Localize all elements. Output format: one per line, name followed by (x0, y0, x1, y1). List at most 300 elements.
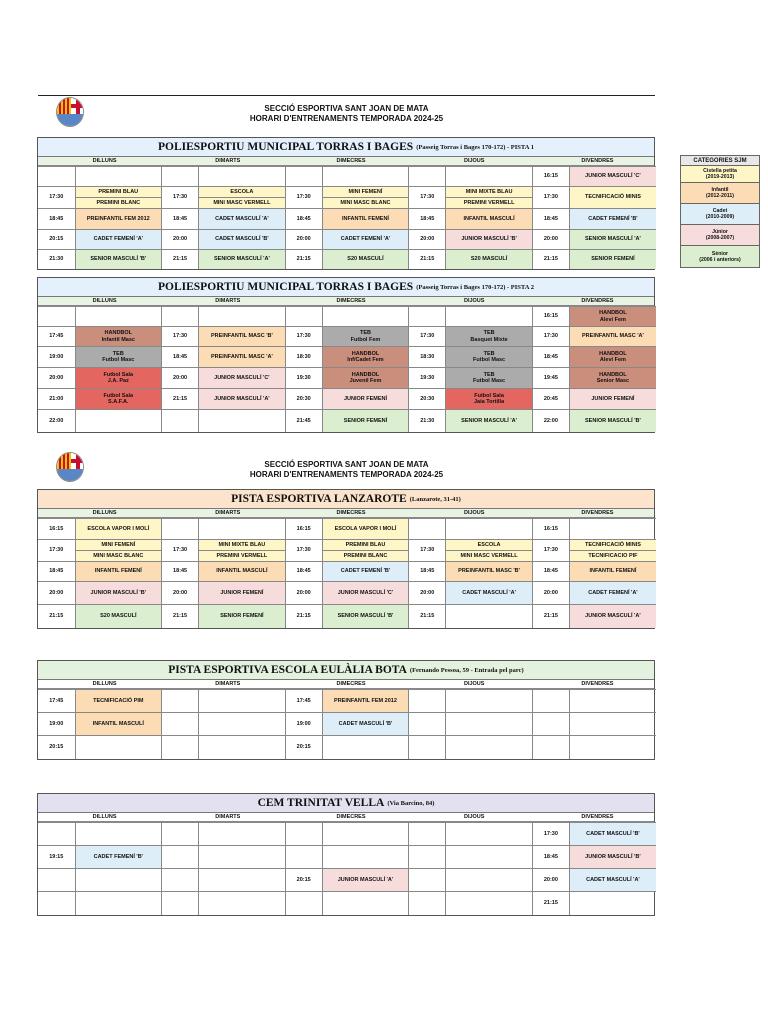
legend-years: (2006 i anteriors) (699, 256, 741, 263)
time-cell: 19:30 (285, 368, 322, 389)
time-cell: 16:15 (532, 307, 569, 327)
team-cell: S20 MASCULÍ (322, 250, 409, 269)
team-cell (199, 823, 286, 846)
time-cell (285, 823, 322, 846)
day-header-row (38, 297, 654, 306)
legend-item (681, 183, 759, 204)
time-cell: 20:45 (532, 389, 569, 410)
legend-item (681, 246, 759, 267)
time-cell: 21:15 (532, 250, 569, 269)
team-cell: JUNIOR MASCULÍ 'B' (75, 582, 162, 605)
time-cell (38, 167, 75, 187)
team-cell (322, 307, 409, 327)
table-row (38, 167, 656, 187)
team-cell (199, 736, 286, 759)
team-cell: JUNIOR MASCULÍ 'A' (569, 605, 656, 628)
day-header: DIMECRES (336, 814, 366, 820)
time-cell: 21:45 (285, 410, 322, 432)
team-cell: TEB Basquet Mixte (446, 327, 533, 347)
time-cell: 18:45 (162, 562, 199, 582)
org-header-2 (38, 460, 655, 480)
time-cell: 17:30 (162, 187, 199, 209)
day-header: DILLUNS (92, 158, 117, 164)
venue-address: (Via Barcino, 84) (387, 799, 435, 807)
venue-title (38, 278, 654, 297)
legend-category: Cadet (712, 208, 728, 214)
time-cell: 19:00 (285, 713, 322, 736)
day-header: DIMECRES (336, 298, 366, 304)
team-cell: Futbol Sala S.A.F.A. (75, 389, 162, 410)
time-cell: 20:00 (409, 230, 446, 250)
team-cell: JUNIOR MASCULÍ 'B' (446, 230, 533, 250)
time-cell: 17:30 (285, 540, 322, 562)
table-row (38, 846, 656, 869)
time-cell: 17:30 (285, 327, 322, 347)
schedule-table (38, 306, 656, 432)
table-row (38, 250, 656, 269)
team-cell: SENIOR FEMENÍ (199, 605, 286, 628)
team-cell: HANDBOL Senior Masc (569, 368, 656, 389)
time-cell: 17:30 (38, 540, 75, 562)
day-header: DIVENDRES (581, 814, 614, 820)
team-cell: S20 MASCULÍ (446, 250, 533, 269)
day-header: DIMARTS (215, 158, 241, 164)
time-cell (409, 736, 446, 759)
team-cell: SENIOR MASCULÍ 'B' (569, 410, 656, 432)
time-cell (38, 869, 75, 892)
time-cell: 18:45 (409, 209, 446, 230)
time-cell: 17:30 (532, 823, 569, 846)
team-cell (75, 823, 162, 846)
legend-category: Infantil (711, 187, 729, 193)
team-cell (569, 892, 656, 915)
team-cell: CADET FEMENÍ 'A' (75, 230, 162, 250)
day-header: DILLUNS (92, 814, 117, 820)
time-cell (162, 736, 199, 759)
time-cell (409, 307, 446, 327)
venue-title (38, 661, 654, 680)
time-cell: 18:45 (532, 562, 569, 582)
schedule-section (37, 137, 655, 270)
team-cell (446, 736, 533, 759)
legend-years: (2008-2007) (705, 235, 735, 241)
team-cell: JUNIOR MASCULÍ 'C' (199, 368, 286, 389)
time-cell: 18:45 (38, 562, 75, 582)
org-header-1 (38, 104, 655, 124)
day-header-row (38, 813, 654, 822)
schedule-section (37, 277, 655, 433)
time-cell (162, 823, 199, 846)
venue-name: POLIESPORTIU MUNICIPAL TORRAS I BAGES (157, 281, 414, 293)
table-row (38, 519, 656, 540)
table-row (38, 605, 656, 628)
time-cell: 21:15 (38, 605, 75, 628)
team-cell (322, 736, 409, 759)
schedule-section (37, 660, 655, 760)
team-cell: Futbol Sala J.A. Paz (75, 368, 162, 389)
day-header: DIJOUS (463, 681, 485, 687)
team-cell (75, 892, 162, 915)
team-cell: SENIOR MASCULÍ 'B' (322, 605, 409, 628)
table-row (38, 187, 656, 198)
time-cell: 18:45 (38, 209, 75, 230)
team-cell (446, 519, 533, 540)
team-cell: INFANTIL FEMENÍ (569, 562, 656, 582)
time-cell: 20:30 (285, 389, 322, 410)
time-cell: 21:30 (409, 410, 446, 432)
venue-name: CEM TRINITAT VELLA (257, 797, 385, 809)
time-cell (285, 167, 322, 187)
team-cell (199, 713, 286, 736)
time-cell: 20:00 (162, 230, 199, 250)
legend-category: Sènior (711, 250, 729, 257)
team-cell (446, 846, 533, 869)
venue-name: POLIESPORTIU MUNICIPAL TORRAS I BAGES (157, 141, 414, 153)
team-cell: MINI MASC BLANC (75, 551, 162, 562)
schedule-table (38, 518, 656, 628)
team-cell: CADET FEMENÍ 'A' (569, 582, 656, 605)
team-cell (322, 823, 409, 846)
time-cell: 18:45 (532, 846, 569, 869)
time-cell (409, 690, 446, 713)
day-header: DIVENDRES (581, 158, 614, 164)
team-cell: PREINFANTIL MASC 'B' (199, 327, 286, 347)
day-header: DIMECRES (336, 681, 366, 687)
time-cell (162, 690, 199, 713)
team-cell: TECNIFICACIÓ MINIS (569, 187, 656, 209)
team-cell: HANDBOL Inf/Cadet Fem (322, 347, 409, 368)
team-cell (322, 892, 409, 915)
team-cell (199, 690, 286, 713)
team-cell: ESCOLA VAPOR I MOLÍ (75, 519, 162, 540)
time-cell (409, 846, 446, 869)
legend-years: (2012-2011) (706, 193, 734, 199)
time-cell (409, 869, 446, 892)
time-cell: 18:30 (285, 347, 322, 368)
table-row (38, 230, 656, 250)
schedule-table (38, 689, 656, 759)
day-header-row (38, 157, 654, 166)
team-cell: CADET MASCULÍ 'A' (446, 582, 533, 605)
team-cell (75, 410, 162, 432)
time-cell: 19:00 (38, 347, 75, 368)
time-cell: 21:15 (285, 605, 322, 628)
day-header: DIMECRES (336, 510, 366, 516)
team-cell: CADET MASCULÍ 'B' (569, 823, 656, 846)
time-cell: 16:15 (532, 519, 569, 540)
team-cell: PREMINI BLAU (322, 540, 409, 551)
day-header: DILLUNS (92, 298, 117, 304)
table-row (38, 892, 656, 915)
time-cell: 20:00 (285, 582, 322, 605)
team-cell: Futbol Sala Jaia Tortilla (446, 389, 533, 410)
time-cell: 21:30 (38, 250, 75, 269)
team-cell: MINI MIXTE BLAU (199, 540, 286, 551)
time-cell: 18:45 (532, 347, 569, 368)
time-cell: 17:30 (409, 540, 446, 562)
team-cell (446, 892, 533, 915)
time-cell: 21:15 (162, 605, 199, 628)
day-header: DIMECRES (336, 158, 366, 164)
team-cell: ESCOLA (199, 187, 286, 198)
table-row (38, 562, 656, 582)
time-cell (285, 892, 322, 915)
day-header: DIMARTS (215, 681, 241, 687)
time-cell: 20:00 (38, 582, 75, 605)
legend-category: Júnior (712, 229, 728, 235)
time-cell: 16:15 (532, 167, 569, 187)
team-cell: CADET MASCULÍ 'B' (199, 230, 286, 250)
time-cell: 17:30 (162, 540, 199, 562)
team-cell: CADET FEMENÍ 'B' (322, 562, 409, 582)
team-cell: TECNIFICACIO PIF (569, 551, 656, 562)
time-cell (162, 713, 199, 736)
team-cell: JUNIOR FEMENÍ (199, 582, 286, 605)
time-cell (532, 736, 569, 759)
team-cell (75, 736, 162, 759)
schedule-section (37, 489, 655, 629)
team-cell: SENIOR FEMENÍ (569, 250, 656, 269)
time-cell: 19:30 (409, 368, 446, 389)
team-cell: PREMINI VERMELL (199, 551, 286, 562)
time-cell (409, 167, 446, 187)
time-cell: 21:00 (38, 389, 75, 410)
team-cell: JUNIOR MASCULÍ 'A' (199, 389, 286, 410)
team-cell: HANDBOL Juvenil Fem (322, 368, 409, 389)
team-cell (199, 869, 286, 892)
team-cell: JUNIOR MASCULÍ 'C' (322, 582, 409, 605)
team-cell: PREINFANTIL MASC 'B' (446, 562, 533, 582)
team-cell: INFANTIL MASCULÍ (199, 562, 286, 582)
time-cell: 16:15 (285, 519, 322, 540)
team-cell (199, 167, 286, 187)
team-cell: TEB Futbol Fem (322, 327, 409, 347)
time-cell (162, 846, 199, 869)
time-cell: 21:15 (409, 605, 446, 628)
team-cell: TEB Futbol Masc (446, 347, 533, 368)
venue-address: (Passeig Torras i Bages 170-172) - PISTA 1 (416, 143, 534, 151)
team-cell: PREINFANTIL FEM 2012 (75, 209, 162, 230)
day-header: DIJOUS (463, 814, 485, 820)
legend-category: Cistella petita (703, 168, 737, 174)
day-header-row (38, 509, 654, 518)
day-header: DIJOUS (463, 298, 485, 304)
day-header: DIMARTS (215, 510, 241, 516)
team-cell: SENIOR MASCULÍ 'A' (569, 230, 656, 250)
team-cell (446, 823, 533, 846)
time-cell: 17:30 (532, 327, 569, 347)
team-cell (446, 869, 533, 892)
team-cell: CADET MASCULÍ 'A' (199, 209, 286, 230)
time-cell (285, 307, 322, 327)
time-cell: 17:45 (285, 690, 322, 713)
time-cell: 20:00 (532, 230, 569, 250)
team-cell: PREINFANTIL MASC 'A' (199, 347, 286, 368)
team-cell: CADET FEMENÍ 'B' (75, 846, 162, 869)
team-cell: PREMINI BLAU (75, 187, 162, 198)
day-header: DIVENDRES (581, 298, 614, 304)
time-cell: 20:15 (38, 230, 75, 250)
time-cell: 20:15 (38, 736, 75, 759)
time-cell (162, 410, 199, 432)
time-cell (162, 307, 199, 327)
venue-title (38, 794, 654, 813)
time-cell: 18:45 (532, 209, 569, 230)
schedule-table (38, 166, 656, 269)
legend-title: CATEGORIES SJM (681, 156, 759, 166)
time-cell: 20:00 (532, 582, 569, 605)
time-cell: 18:45 (162, 209, 199, 230)
time-cell: 21:15 (532, 892, 569, 915)
team-cell (569, 736, 656, 759)
table-row (38, 307, 656, 327)
team-cell (322, 167, 409, 187)
venue-address: (Fernando Pessoa, 59 - Entrada pel parc) (409, 666, 524, 674)
team-cell: INFANTIL MASCULÍ (75, 713, 162, 736)
season-title: HORARI D'ENTRENAMENTS TEMPORADA 2024-25 (249, 470, 444, 479)
table-row (38, 713, 656, 736)
day-header: DIMARTS (215, 298, 241, 304)
time-cell: 19:15 (38, 846, 75, 869)
time-cell: 20:30 (409, 389, 446, 410)
team-cell: TECNIFICACIÓ PIM (75, 690, 162, 713)
table-row (38, 368, 656, 389)
legend-years: (2010-2009) (705, 214, 735, 220)
time-cell (38, 307, 75, 327)
day-header: DIMARTS (215, 814, 241, 820)
time-cell: 21:15 (162, 250, 199, 269)
team-cell: SENIOR MASCULÍ 'A' (446, 410, 533, 432)
team-cell (199, 892, 286, 915)
team-cell (199, 410, 286, 432)
team-cell: JUNIOR MASCULÍ 'B' (569, 846, 656, 869)
team-cell: ESCOLA (446, 540, 533, 551)
time-cell (409, 519, 446, 540)
venue-name: PISTA ESPORTIVA ESCOLA EULÀLIA BOTA (168, 664, 407, 676)
time-cell: 21:15 (162, 389, 199, 410)
team-cell: HANDBOL Infantil Masc (75, 327, 162, 347)
categories-legend (680, 155, 760, 268)
time-cell: 17:30 (285, 187, 322, 209)
schedule-section (37, 793, 655, 916)
team-cell (569, 713, 656, 736)
time-cell: 17:45 (38, 690, 75, 713)
time-cell: 22:00 (38, 410, 75, 432)
team-cell: SENIOR FEMENÍ (322, 410, 409, 432)
time-cell: 20:15 (285, 869, 322, 892)
time-cell: 17:30 (38, 187, 75, 209)
time-cell (409, 713, 446, 736)
time-cell (532, 690, 569, 713)
team-cell (569, 690, 656, 713)
schedule-table (38, 822, 656, 915)
team-cell (199, 307, 286, 327)
table-row (38, 869, 656, 892)
time-cell: 18:45 (409, 562, 446, 582)
team-cell: INFANTIL FEMENÍ (322, 209, 409, 230)
team-cell: PREINFANTIL MASC 'A' (569, 327, 656, 347)
team-cell: HANDBOL Alevi Fem (569, 307, 656, 327)
venue-address: (Lanzarote, 31-41) (409, 495, 461, 503)
team-cell: TECNIFICACIÓ MINIS (569, 540, 656, 551)
team-cell: PREINFANTIL FEM 2012 (322, 690, 409, 713)
team-cell: SENIOR MASCULÍ 'A' (199, 250, 286, 269)
header-rule (38, 95, 655, 96)
team-cell: MINI MASC VERMELL (446, 551, 533, 562)
time-cell (162, 892, 199, 915)
time-cell: 21:15 (409, 250, 446, 269)
time-cell: 19:45 (532, 368, 569, 389)
time-cell (285, 846, 322, 869)
team-cell: S20 MASCULÍ (75, 605, 162, 628)
team-cell (446, 605, 533, 628)
team-cell: INFANTIL MASCULÍ (446, 209, 533, 230)
time-cell: 20:00 (162, 368, 199, 389)
team-cell (75, 307, 162, 327)
time-cell (162, 869, 199, 892)
team-cell: JUNIOR MASCULÍ 'A' (322, 869, 409, 892)
table-row (38, 327, 656, 347)
time-cell: 20:00 (38, 368, 75, 389)
season-title: HORARI D'ENTRENAMENTS TEMPORADA 2024-25 (249, 114, 444, 123)
day-header: DIJOUS (463, 510, 485, 516)
org-name: SECCIÓ ESPORTIVA SANT JOAN DE MATA (264, 104, 429, 113)
time-cell: 20:00 (409, 582, 446, 605)
team-cell: MINI MASC BLANC (322, 198, 409, 209)
team-cell: TEB Futbol Masc (75, 347, 162, 368)
day-header: DIVENDRES (581, 681, 614, 687)
table-row (38, 347, 656, 368)
venue-title (38, 490, 654, 509)
table-row (38, 410, 656, 432)
time-cell: 16:15 (38, 519, 75, 540)
time-cell: 17:30 (532, 540, 569, 562)
time-cell: 18:30 (409, 347, 446, 368)
time-cell: 17:30 (532, 187, 569, 209)
time-cell: 17:30 (409, 327, 446, 347)
team-cell: HANDBOL Alevi Fem (569, 347, 656, 368)
time-cell (162, 167, 199, 187)
time-cell: 20:00 (285, 230, 322, 250)
legend-years: (2019-2013) (705, 174, 735, 180)
time-cell: 18:45 (162, 347, 199, 368)
table-row (38, 736, 656, 759)
org-name: SECCIÓ ESPORTIVA SANT JOAN DE MATA (264, 460, 429, 469)
team-cell: JUNIOR MASCULÍ 'C' (569, 167, 656, 187)
day-header: DIVENDRES (581, 510, 614, 516)
team-cell: CADET FEMENÍ 'B' (569, 209, 656, 230)
team-cell: CADET MASCULÍ 'B' (322, 713, 409, 736)
team-cell: MINI FEMENÍ (75, 540, 162, 551)
team-cell: MINI MASC VERMELL (199, 198, 286, 209)
day-header: DILLUNS (92, 510, 117, 516)
table-row (38, 389, 656, 410)
team-cell (446, 307, 533, 327)
team-cell: CADET MASCULÍ 'A' (569, 869, 656, 892)
time-cell (409, 823, 446, 846)
venue-name: PISTA ESPORTIVA LANZAROTE (231, 493, 407, 505)
day-header: DILLUNS (92, 681, 117, 687)
venue-title (38, 138, 654, 157)
time-cell: 20:00 (532, 869, 569, 892)
team-cell (446, 713, 533, 736)
time-cell (38, 892, 75, 915)
time-cell: 21:15 (285, 250, 322, 269)
day-header-row (38, 680, 654, 689)
team-cell (322, 846, 409, 869)
table-row (38, 540, 656, 551)
team-cell: PREMINI BLANC (75, 198, 162, 209)
